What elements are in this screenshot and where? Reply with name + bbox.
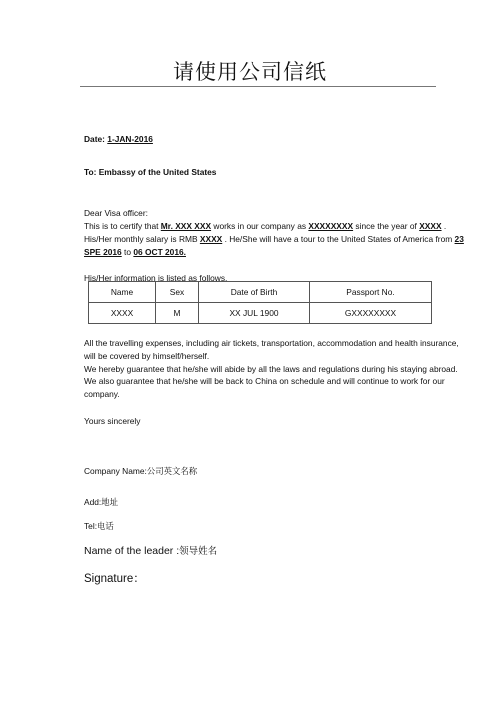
paragraph-line: We hereby guarantee that he/she will abide by all the laws and regulations during his staying abroad. [84, 363, 458, 374]
leader-label: Name of the leader : [84, 545, 180, 557]
paragraph-line: We also guarantee that he/she will be back to China on schedule and will continue to work for our [84, 376, 445, 387]
body-text: . He/She will have a tour to the United States of America from [222, 234, 455, 244]
body-text: His/Her monthly salary is RMB [84, 234, 200, 244]
info-table [88, 281, 432, 324]
body-text: to [121, 247, 134, 257]
date-value: 1-JAN-2016 [107, 134, 153, 144]
address-value: 地址 [101, 497, 118, 507]
table-header: Name [89, 282, 156, 303]
address-label: Add: [84, 497, 102, 507]
employee-position: XXXXXXXX [308, 221, 354, 231]
company-value: 公司英文名称 [146, 466, 198, 476]
body-text: works in our company as [211, 221, 309, 231]
paragraph-line: company. [84, 389, 120, 400]
body-line-3 [84, 246, 186, 258]
closing: Yours sincerely [84, 416, 141, 426]
table-cell: XX JUL 1900 [199, 303, 310, 324]
salutation: Dear Visa officer: [84, 208, 148, 218]
info-intro: His/Her information is listed as follows, [84, 273, 228, 283]
tour-start-month: SPE 2016 [84, 247, 122, 257]
tour-start-day: 23 [454, 234, 464, 244]
paragraph-line: All the travelling expenses, including air tickets, transportation, accommodation and health insurance, [84, 338, 459, 348]
tour-end-date: 06 OCT 2016. [133, 247, 186, 257]
body-text: since the year of [353, 221, 420, 231]
table-cell: XXXX [89, 303, 156, 324]
table-header: Passport No. [310, 282, 432, 303]
table-header: Sex [156, 282, 199, 303]
paragraph-line: will be covered by himself/herself. [84, 350, 210, 361]
body-text: This is to certify that [84, 221, 161, 231]
address-line [84, 496, 118, 508]
signature-line: Signature： [84, 573, 145, 585]
company-name-line [84, 465, 197, 477]
letterhead-divider [80, 86, 436, 87]
letterhead-title: 请使用公司信纸 [173, 60, 327, 84]
body-text: . [441, 221, 447, 231]
table-header: Date of Birth [199, 282, 310, 303]
body-line-2 [84, 233, 464, 245]
recipient-line: To: Embassy of the United States [84, 167, 217, 177]
date-label: Date: [84, 134, 108, 144]
table-row [89, 303, 432, 324]
table-cell: M [156, 303, 199, 324]
monthly-salary: XXXX [199, 234, 223, 244]
company-label: Company Name: [84, 466, 147, 476]
date-line [84, 133, 153, 145]
tel-line [84, 520, 114, 532]
leader-value: 领导姓名 [179, 546, 218, 557]
table-cell: GXXXXXXXX [310, 303, 432, 324]
body-line-1 [84, 220, 446, 232]
tel-label: Tel: [84, 521, 98, 531]
employment-year: XXXX [419, 221, 442, 231]
employee-name: Mr. XXX XXX [160, 221, 212, 231]
leader-line [84, 543, 217, 557]
tel-value: 电话 [97, 521, 114, 531]
guarantee-paragraphs [84, 337, 459, 401]
table-header-row [89, 282, 432, 303]
